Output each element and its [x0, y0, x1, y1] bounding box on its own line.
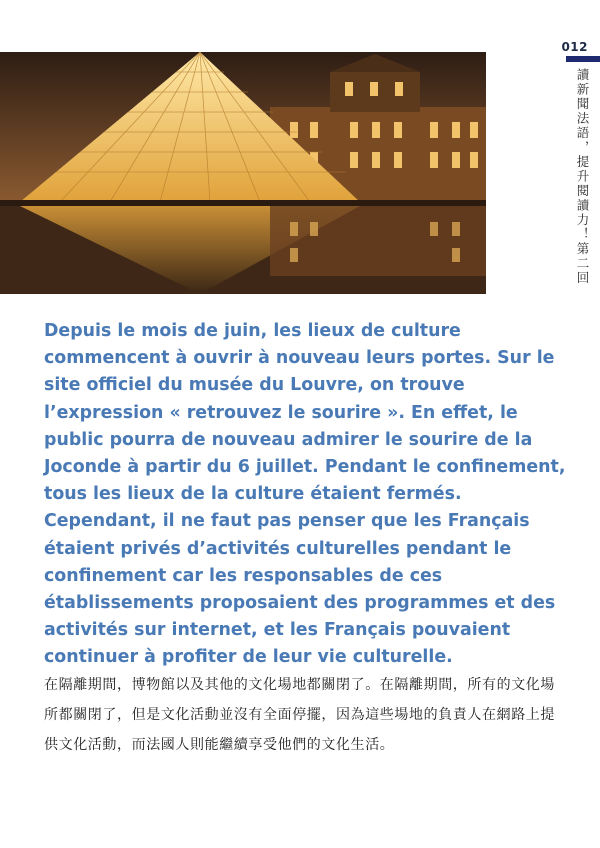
- side-title-vertical: 讀新聞法語，提升閱讀力！第二回: [575, 68, 590, 286]
- french-paragraph: Depuis le mois de juin, les lieux de culture commencent à ouvrir à nouveau leurs portes. Sur le site officiel du musée du Louvre, on trouve l’expression « retrouvez le sourire ». En effet, le public pourra de nouveau admirer le sourire de la Joconde à partir du 6 juillet. Pendant le confinement, tous les lieux de la culture étaient fermés. Cependant, il ne faut pas penser que les Français étaient privés d’activités culturelles pendant le confinement car les responsables de ces établissements proposaient des programmes et des activités sur internet, et les Français pouvaient continuer à profiter de leur vie culturelle.: [44, 321, 566, 668]
- louvre-pyramid-photo: [0, 52, 486, 294]
- page-number: 012: [561, 40, 588, 54]
- louvre-pyramid-illustration: [0, 52, 486, 294]
- page-number-bar: [566, 56, 600, 62]
- chinese-translation-paragraph: 在隔離期間，博物館以及其他的文化場地都關閉了。在隔離期間，所有的文化場所都關閉了，但是文化活動並沒有全面停擺，因為這些場地的負責人在網路上提供文化活動，而法國人則能繼續享受他們的文化生活。: [44, 677, 555, 753]
